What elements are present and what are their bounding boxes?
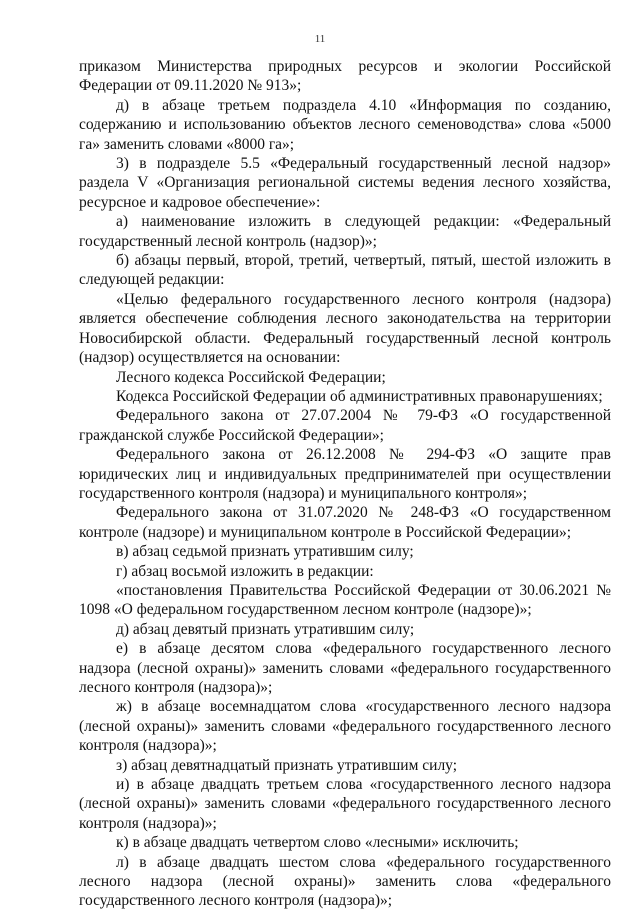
paragraph: д) в абзаце третьем подраздела 4.10 «Информация по созданию, содержанию и использованию объектов лесного семеноводства» слова «5000 га» заменить словами «8000 га»; [79, 96, 611, 153]
paragraph: Кодекса Российской Федерации об административных правонарушениях; [116, 387, 603, 405]
paragraph: е) в абзаце десятом слова «федерального государственного лесного надзора (лесной охраны)» заменить словами «федерального государственного лесного контроля (надзора)»; [79, 640, 611, 696]
paragraph: Федерального закона от 31.07.2020 № 248-ФЗ «О государственном контроле (надзоре) и муниципальном контроле в Российской Федерации»; [79, 504, 611, 541]
paragraph: ж) в абзаце восемнадцатом слова «государственного лесного надзора (лесной охраны)» заменить словами «федерального государственного лесного контроля (надзора)»; [79, 698, 611, 755]
paragraph: Федерального закона от 26.12.2008 № 294-ФЗ «О защите прав юридических лиц и индивидуальных предпринимателей при осуществлении государственного контроля (надзора) и муниципального контроля»; [79, 446, 611, 502]
paragraph: к) в абзаце двадцать четвертом слово «лесными» исключить; [116, 834, 519, 852]
paragraph: приказом Министерства природных ресурсов и экологии Российской Федерации от 09.11.2020 № 913»; [79, 58, 611, 95]
paragraph: «постановления Правительства Российской Федерации от 30.06.2021 № 1098 «О федеральном государственном лесном контроле (надзоре)»; [79, 581, 611, 619]
paragraph: а) наименование изложить в следующей редакции: «Федеральный государственный лесной контроль (надзор)»; [79, 213, 611, 250]
paragraph: в) абзац седьмой признать утратившим силу; [116, 543, 414, 561]
paragraph: д) абзац девятый признать утратившим силу; [116, 620, 415, 638]
page-number: 11 [314, 33, 326, 45]
paragraph: 3) в подразделе 5.5 «Федеральный государственный лесной надзор» раздела V «Организация региональной системы ведения лесного хозяйства, ресурсное и кадровое обеспечение»: [79, 155, 611, 211]
paragraph: з) абзац девятнадцатый признать утратившим силу; [116, 756, 458, 774]
paragraph: и) в абзаце двадцать третьем слова «государственного лесного надзора (лесной охраны)» заменить словами «федерального государственного лесного контроля (надзора)»; [79, 776, 611, 832]
paragraph: г) абзац восьмой изложить в редакции: [116, 562, 374, 580]
paragraph: Лесного кодекса Российской Федерации; [116, 368, 386, 386]
paragraph: Федерального закона от 27.07.2004 № 79-ФЗ «О государственной гражданской службе Российской Федерации»; [79, 407, 611, 444]
paragraph: б) абзацы первый, второй, третий, четвертый, пятый, шестой изложить в следующей редакции: [79, 252, 611, 289]
paragraph: «Целью федерального государственного лесного контроля (надзора) является обеспечение соблюдения лесного законодательства на территории Новосибирской области. Федеральный государственный лесной контроль (надзор) осуществляется на основании: [79, 290, 611, 367]
document-body [79, 57, 611, 911]
paragraph: л) в абзаце двадцать шестом слова «федерального государственного лесного надзора (лесной охраны)» заменить слова «федерального государственного лесного контроля (надзора)»; [79, 853, 611, 910]
